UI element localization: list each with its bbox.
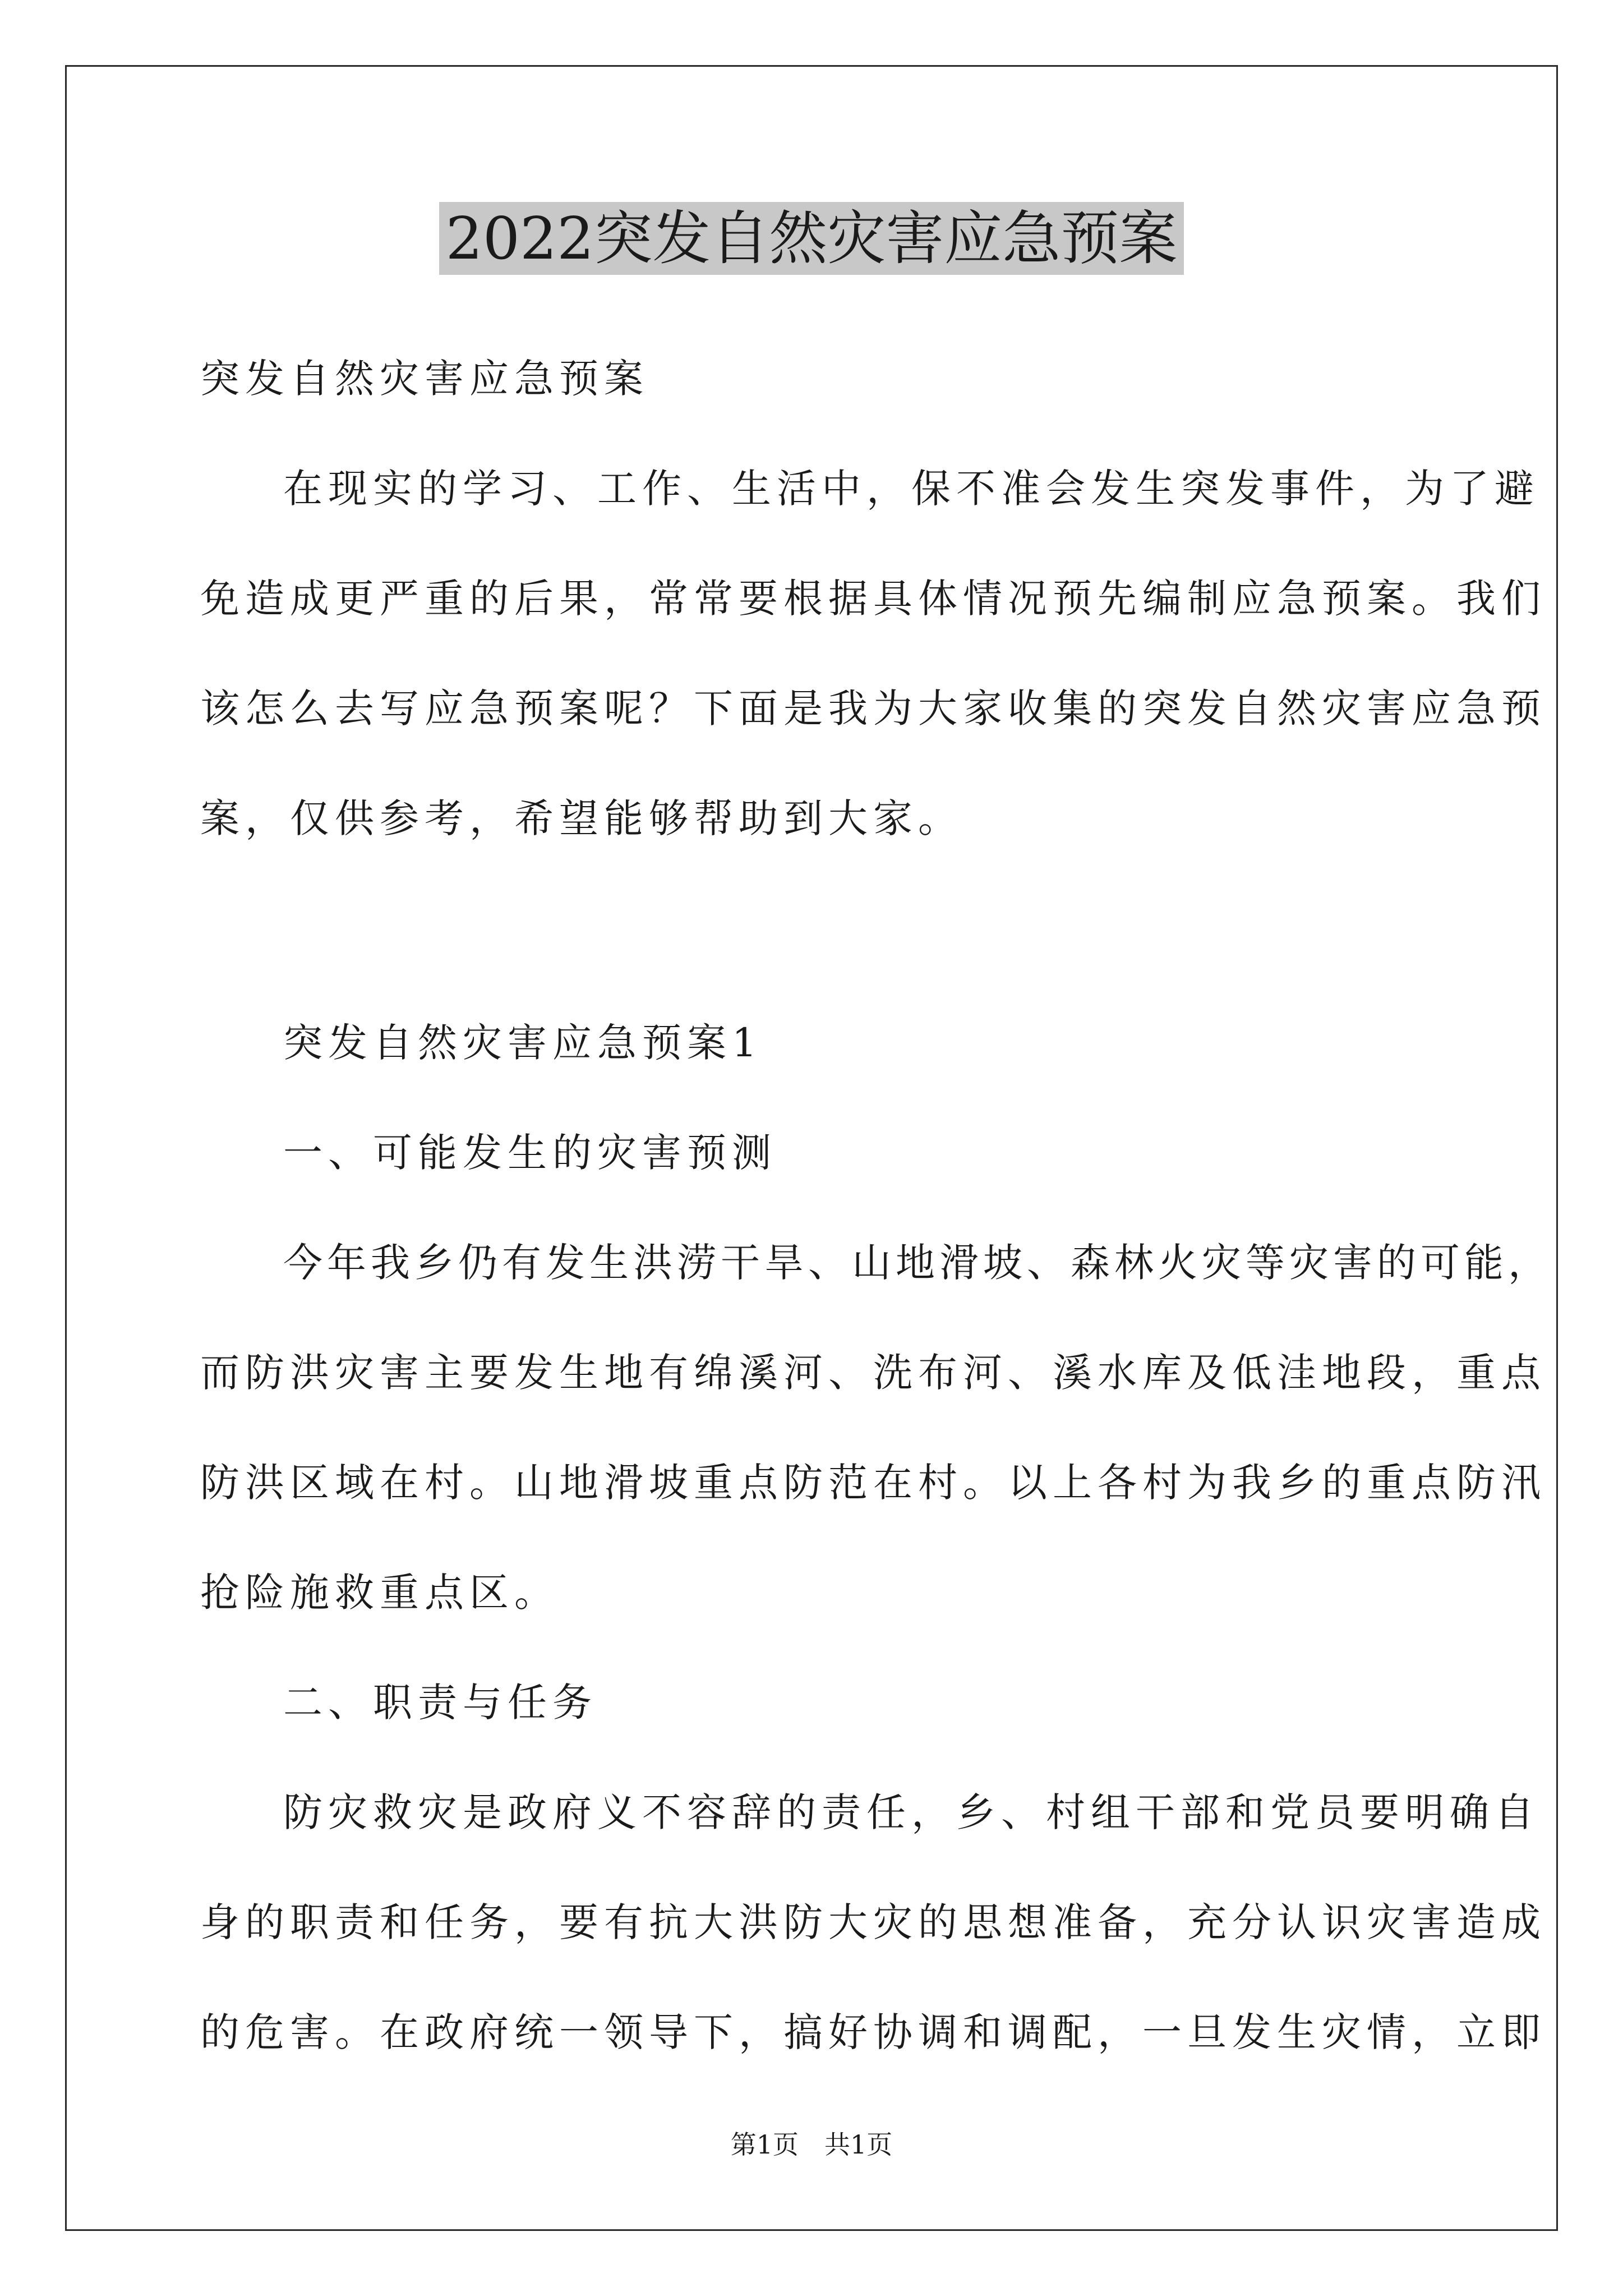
part2-line: 防灾救灾是政府义不容辞的责任，乡、村组干部和党员要明确自 <box>283 1789 1539 1835</box>
part2-heading: 二、职责与任务 <box>283 1680 597 1726</box>
intro-line: 免造成更严重的后果，常常要根据具体情况预先编制应急预案。我们 <box>200 576 1546 622</box>
intro-line: 案，仅供参考，希望能够帮助到大家。 <box>200 795 963 841</box>
intro-line: 在现实的学习、工作、生活中，保不准会发生突发事件，为了避 <box>283 466 1539 512</box>
part1-line: 防洪区域在村。山地滑坡重点防范在村。以上各村为我乡的重点防汛 <box>200 1460 1546 1506</box>
part2-line: 的危害。在政府统一领导下，搞好协调和调配，一旦发生灾情，立即 <box>200 2009 1546 2055</box>
part2-line: 身的职责和任务，要有抗大洪防大灾的思想准备，充分认识灾害造成 <box>200 1899 1546 1945</box>
paragraph-gap <box>200 886 1440 1001</box>
intro-line: 该怎么去写应急预案呢？下面是我为大家收集的突发自然灾害应急预 <box>200 685 1546 731</box>
document-title <box>0 196 1623 280</box>
page-number: 第1页 共1页 <box>730 2129 893 2160</box>
document-body <box>200 337 1552 2100</box>
part1-line: 抢险施救重点区。 <box>200 1570 559 1616</box>
subtitle: 突发自然灾害应急预案 <box>200 356 649 402</box>
document-title-text: 2022突发自然灾害应急预案 <box>439 202 1184 275</box>
part1-line: 而防洪灾害主要发生地有绵溪河、洗布河、溪水库及低洼地段，重点 <box>200 1350 1546 1396</box>
part1-line: 今年我乡仍有发生洪涝干旱、山地滑坡、森林火灾等灾害的可能， <box>283 1240 1552 1286</box>
section-heading: 突发自然灾害应急预案1 <box>283 1020 763 1066</box>
page-footer <box>0 2125 1623 2164</box>
part1-heading: 一、可能发生的灾害预测 <box>283 1130 777 1176</box>
